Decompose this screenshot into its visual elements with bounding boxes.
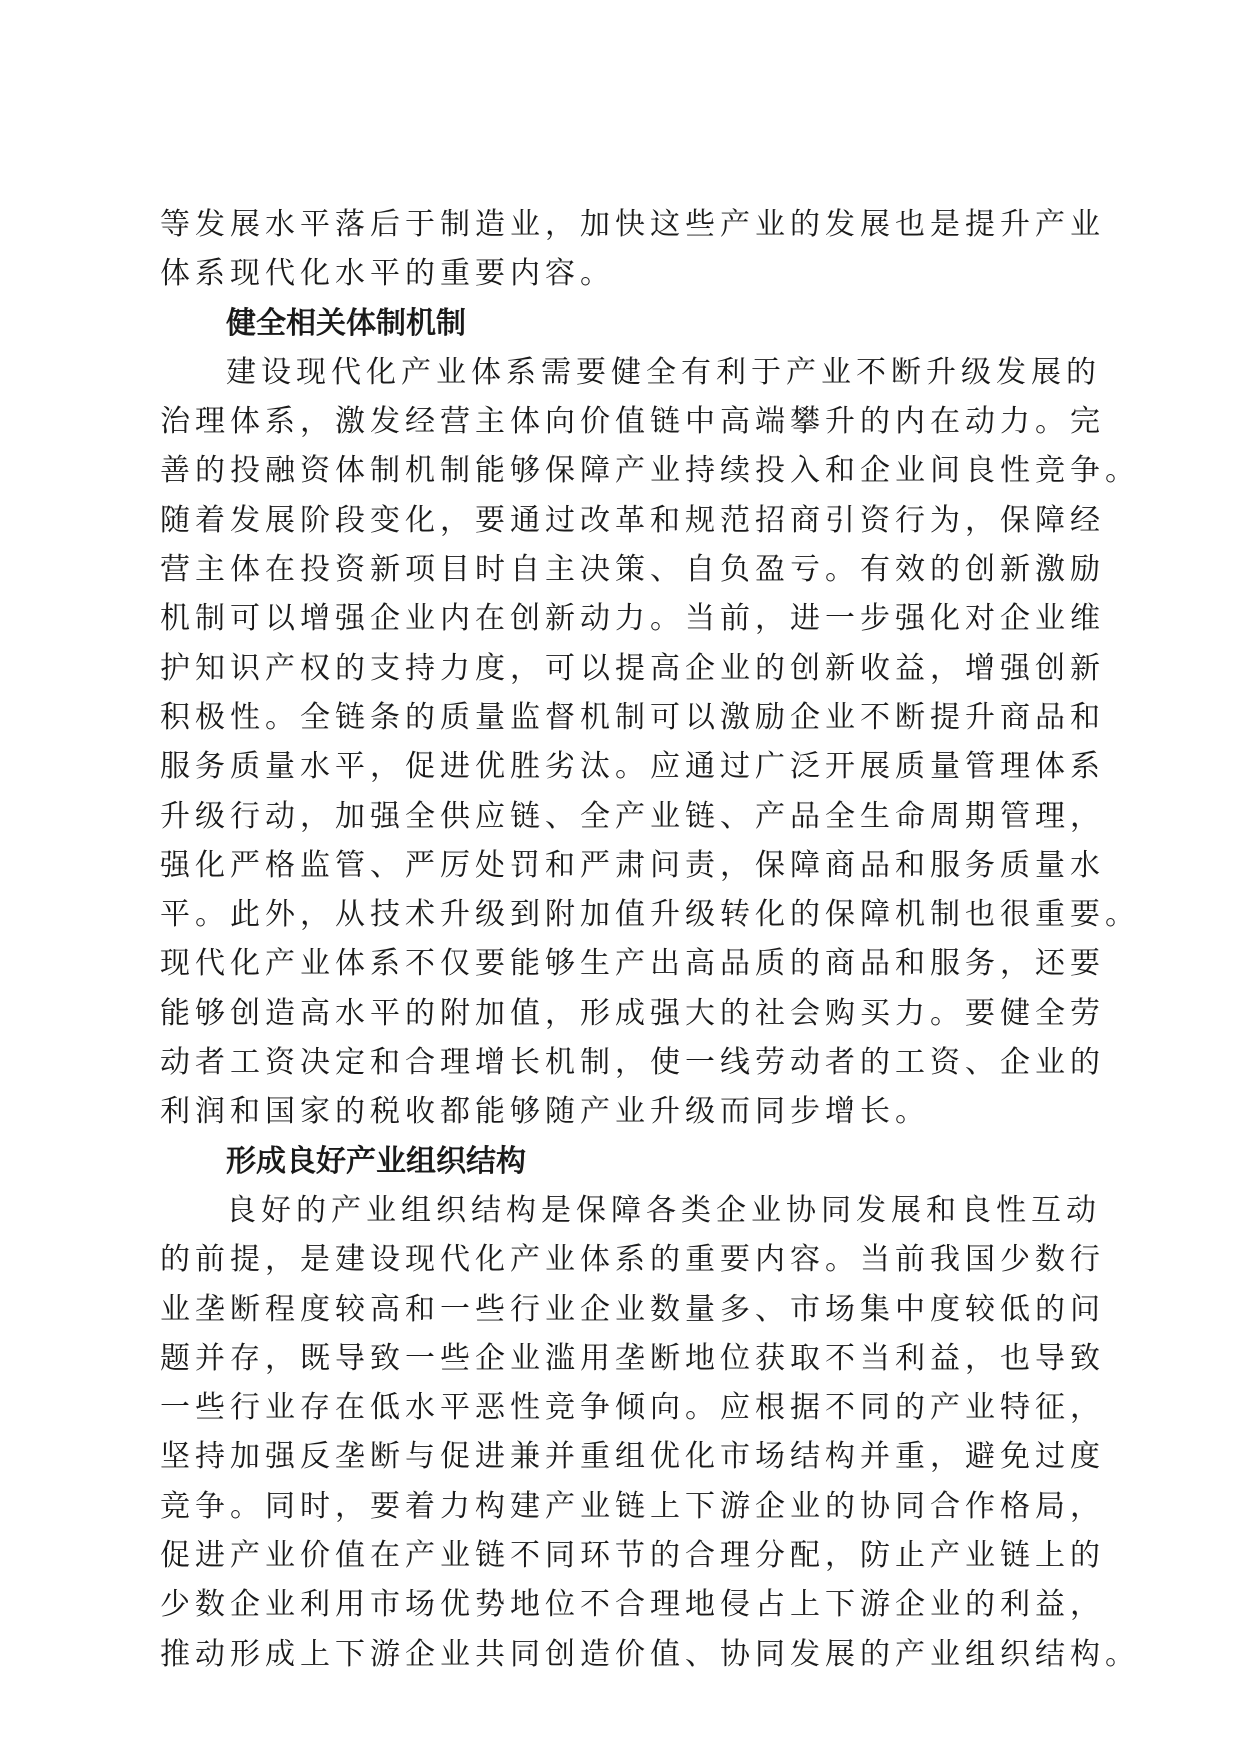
text-line: 推动形成上下游企业共同创造价值、协同发展的产业组织结构。 xyxy=(160,1636,1140,1672)
text-line: 题并存，既导致一些企业滥用垄断地位获取不当利益，也导致 xyxy=(160,1340,1105,1376)
section-institutional-mechanisms xyxy=(160,299,1140,1137)
text-line: 良好的产业组织结构是保障各类企业协同发展和良性互动 xyxy=(226,1192,1101,1228)
text-line: 一些行业存在低水平恶性竞争倾向。应根据不同的产业特征， xyxy=(160,1390,1105,1426)
text-line: 坚持加强反垄断与促进兼并重组优化市场结构并重，避免过度 xyxy=(160,1439,1105,1475)
text-line: 护知识产权的支持力度，可以提高企业的创新收益，增强创新 xyxy=(160,650,1105,686)
text-line: 升级行动，加强全供应链、全产业链、产品全生命周期管理， xyxy=(160,798,1105,834)
section-heading: 形成良好产业组织结构 xyxy=(226,1143,526,1179)
text-line: 利润和国家的税收都能够随产业升级而同步增长。 xyxy=(160,1094,930,1130)
section-industrial-organization xyxy=(160,1137,1140,1679)
text-line: 竞争。同时，要着力构建产业链上下游企业的协同合作格局， xyxy=(160,1488,1105,1524)
text-line: 促进产业价值在产业链不同环节的合理分配，防止产业链上的 xyxy=(160,1538,1105,1574)
text-line: 的前提，是建设现代化产业体系的重要内容。当前我国少数行 xyxy=(160,1242,1105,1278)
text-line: 积极性。全链条的质量监督机制可以激励企业不断提升商品和 xyxy=(160,699,1105,735)
text-line: 业垄断程度较高和一些行业企业数量多、市场集中度较低的问 xyxy=(160,1291,1105,1327)
text-line: 服务质量水平，促进优胜劣汰。应通过广泛开展质量管理体系 xyxy=(160,749,1105,785)
text-line: 动者工资决定和合理增长机制，使一线劳动者的工资、企业的 xyxy=(160,1045,1105,1081)
text-line: 机制可以增强企业内在创新动力。当前，进一步强化对企业维 xyxy=(160,601,1105,637)
section-heading: 健全相关体制机制 xyxy=(226,305,466,341)
text-line: 治理体系，激发经营主体向价值链中高端攀升的内在动力。完 xyxy=(160,404,1105,440)
text-line: 建设现代化产业体系需要健全有利于产业不断升级发展的 xyxy=(226,354,1101,390)
text-line: 营主体在投资新项目时自主决策、自负盈亏。有效的创新激励 xyxy=(160,552,1105,588)
document-page xyxy=(160,200,1140,1679)
text-line: 少数企业利用市场优势地位不合理地侵占上下游企业的利益， xyxy=(160,1587,1105,1623)
text-line: 随着发展阶段变化，要通过改革和规范招商引资行为，保障经 xyxy=(160,502,1105,538)
intro-paragraph xyxy=(160,200,1105,299)
text-line: 平。此外，从技术升级到附加值升级转化的保障机制也很重要。 xyxy=(160,897,1140,933)
text-line: 能够创造高水平的附加值，形成强大的社会购买力。要健全劳 xyxy=(160,995,1105,1031)
text-line: 等发展水平落后于制造业，加快这些产业的发展也是提升产业 xyxy=(160,207,1105,242)
text-line: 体系现代化水平的重要内容。 xyxy=(160,256,615,292)
text-line: 善的投融资体制机制能够保障产业持续投入和企业间良性竞争。 xyxy=(160,453,1140,489)
text-line: 强化严格监管、严厉处罚和严肃问责，保障商品和服务质量水 xyxy=(160,847,1105,883)
text-line: 现代化产业体系不仅要能够生产出高品质的商品和服务，还要 xyxy=(160,946,1105,982)
